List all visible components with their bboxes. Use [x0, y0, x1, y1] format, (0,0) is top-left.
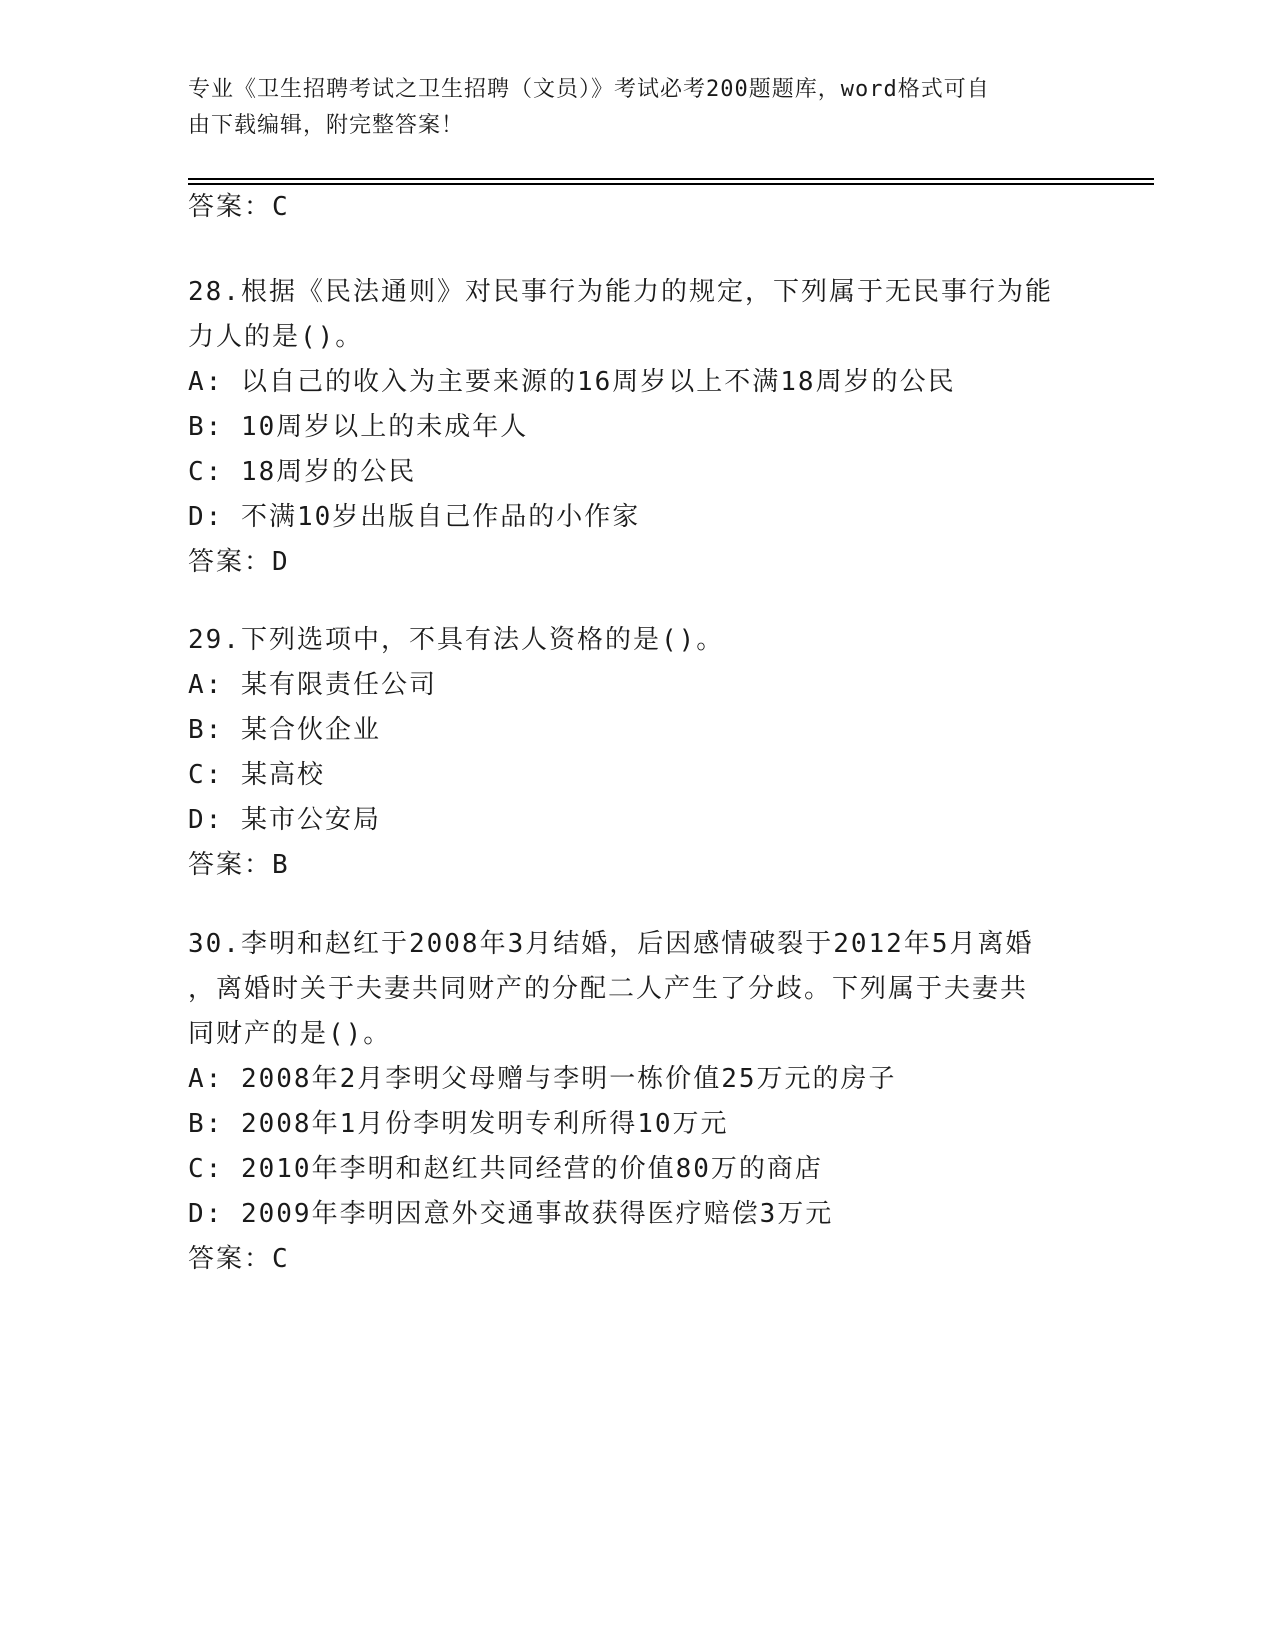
option-b: B: 2008年1月份李明发明专利所得10万元 — [188, 1109, 729, 1139]
option-d: D: 不满10岁出版自己作品的小作家 — [188, 502, 641, 532]
question-stem-line: 力人的是()。 — [188, 322, 364, 352]
question-30 — [188, 922, 1088, 1282]
question-28 — [188, 270, 1088, 585]
option-a: A: 2008年2月李明父母赠与李明一栋价值25万元的房子 — [188, 1064, 897, 1094]
option-d: D: 某市公安局 — [188, 805, 381, 835]
question-stem-line: ，离婚时关于夫妻共同财产的分配二人产生了分歧。下列属于夫妻共 — [188, 974, 1029, 1004]
question-stem-line: 30.李明和赵红于2008年3月结婚，后因感情破裂于2012年5月离婚 — [188, 929, 1034, 959]
page-header — [188, 72, 1088, 144]
option-b: B: 某合伙企业 — [188, 715, 381, 745]
option-c: C: 18周岁的公民 — [188, 457, 417, 487]
answer-text: 答案：D — [188, 547, 290, 577]
header-divider-top — [188, 178, 1154, 180]
question-stem-line: 28.根据《民法通则》对民事行为能力的规定，下列属于无民事行为能 — [188, 277, 1053, 307]
question-29 — [188, 618, 1088, 888]
option-a: A: 某有限责任公司 — [188, 670, 437, 700]
answer-text: 答案：B — [188, 850, 290, 880]
header-line-2: 由下载编辑，附完整答案！ — [188, 113, 465, 138]
answer-text: 答案：C — [188, 192, 290, 222]
option-d: D: 2009年李明因意外交通事故获得医疗赔偿3万元 — [188, 1199, 834, 1229]
answer-text: 答案：C — [188, 1244, 290, 1274]
option-a: A: 以自己的收入为主要来源的16周岁以上不满18周岁的公民 — [188, 367, 956, 397]
option-c: C: 某高校 — [188, 760, 325, 790]
header-line-1: 专业《卫生招聘考试之卫生招聘（文员）》考试必考200题题库，word格式可自 — [188, 77, 990, 102]
option-b: B: 10周岁以上的未成年人 — [188, 412, 529, 442]
question-stem-line: 29.下列选项中，不具有法人资格的是()。 — [188, 625, 725, 655]
previous-answer-block — [188, 185, 1088, 230]
option-c: C: 2010年李明和赵红共同经营的价值80万的商店 — [188, 1154, 823, 1184]
question-stem-line: 同财产的是()。 — [188, 1019, 392, 1049]
